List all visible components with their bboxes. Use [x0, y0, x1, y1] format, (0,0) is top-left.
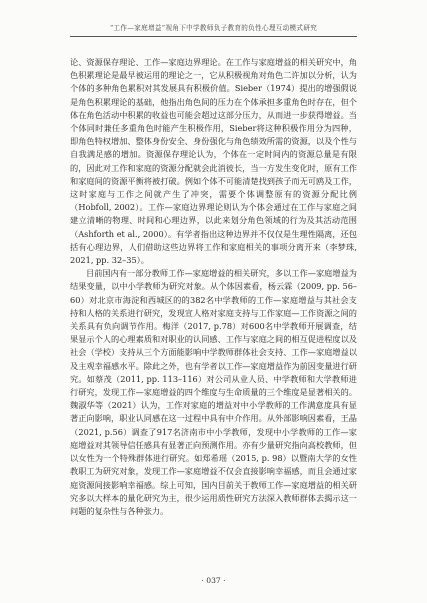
running-header: “工作—家庭增益”视角下中学教师负子教育的负性心理互动模式研究	[109, 24, 318, 32]
paragraph-domestic-research: 目前国内有一部分教师工作—家庭增益的相关研究，多以工作—家庭增益为结果变量，以中小学教师为研究对象。从个体因素看，杨云霖（2009, pp. 56–60）对北京市海淀和西城区的的382名中学教师的工作—家庭增益与其社会支持和人格的关系进行研究，发现宣人格对家庭支持与工作家庭—工作资源之间的关系具有负向调节作用。梅洋（2017, p.78）对600名中学教师开展调查，结果显示个人的心理素质和对职业的认同感、工作与家庭之间的相互促进程度以及社会（学校）支持从三个方面能影响中学教师群体社会支持、工作—家庭增益以及主观幸福感水平。除此之外，也有学者以工作—家庭增益作为前因变量进行研究。如蔡茂（2011, pp. 113–116）对公司从业人员、中学教师和大学教师进行研究，发现工作—家庭增益的四个维度与生命质量的三个维度是显著相关的。魏淑华等（2021）认为，工作对家庭的增益对中小学教师的工作满意度具有显著正向影响，职业认同感在这一过程中具有中介作用。从外部影响因素看，王晶（2021, p.56）调查了917名济南市中小学教师，发现中小学教师的工作—家庭增益对其领导信任感具有显著正向预测作用。亦有少量研究指向高校教师，但以女性为一个特殊群体进行研究。如郑希瑶（2015, p. 98）以暨南大学的女性教职工为研究对象，发现工作—家庭增益不仅会直接影响幸福感，而且会通过家庭资源间接影响幸福感。综上可知，国内目前关于教师工作—家庭增益的相关研究多以大样本的量化研究为主，很少运用质性研究方法深入教师群体去揭示这一问题的复杂性与各种张力。	[70, 268, 357, 516]
page-number: · 037 ·	[201, 576, 226, 585]
paragraph-theories: 论、资源保存理论、工作—家庭边界理论。在工作与家庭增益的相关研究中，角色积累理论是最早被运用的理论之一，它从积极视角对角色二许加以分析，认为个体的多种角色累积对其发展具有积极价值。Sieber（1974）提出的增强假说是角色积累理论的基础，他指出角色间的压力在个体承担多重角色时存在，但个体在角色活动中积累的收益也可能会超过这部分压力，从而进一步获得增益。当个体同时兼任多重角色时能产生积极作用，Sieber将这种积极作用分为四种，即角色特权增加、整体身份安全、身份强化与角色绩效所需的资源，以及个性与自我满足感的增加。资源保存理论认为，个体在一定时间内的资源总量是有限的，因此对工作和家庭的资源分配就会此消彼长，当一方发生变化时，原有工作和家庭间的资源平衡将被打破。例如个体不可能清楚找到孩子而无可鸥及工作，这时家庭与工作之间就产生了冲突，需要个体调整原有的资源分配比例（Hobfoll, 2002）。工作—家庭边界理论则认为个体会通过在工作与家庭之间建立清晰的物理、时间和心理边界，以此来划分角色领域的行为及其活动范围（Ashforth et al., 2000）。有学者指出这种边界并不仅仅是生理性隔离，还包括有心理边界，人们借助这些边界将工作和家庭相关的事项分离开来（李梦珠, 2021, pp. 32–35）。	[70, 57, 357, 266]
header-divider	[70, 36, 357, 37]
body-text	[70, 56, 357, 518]
